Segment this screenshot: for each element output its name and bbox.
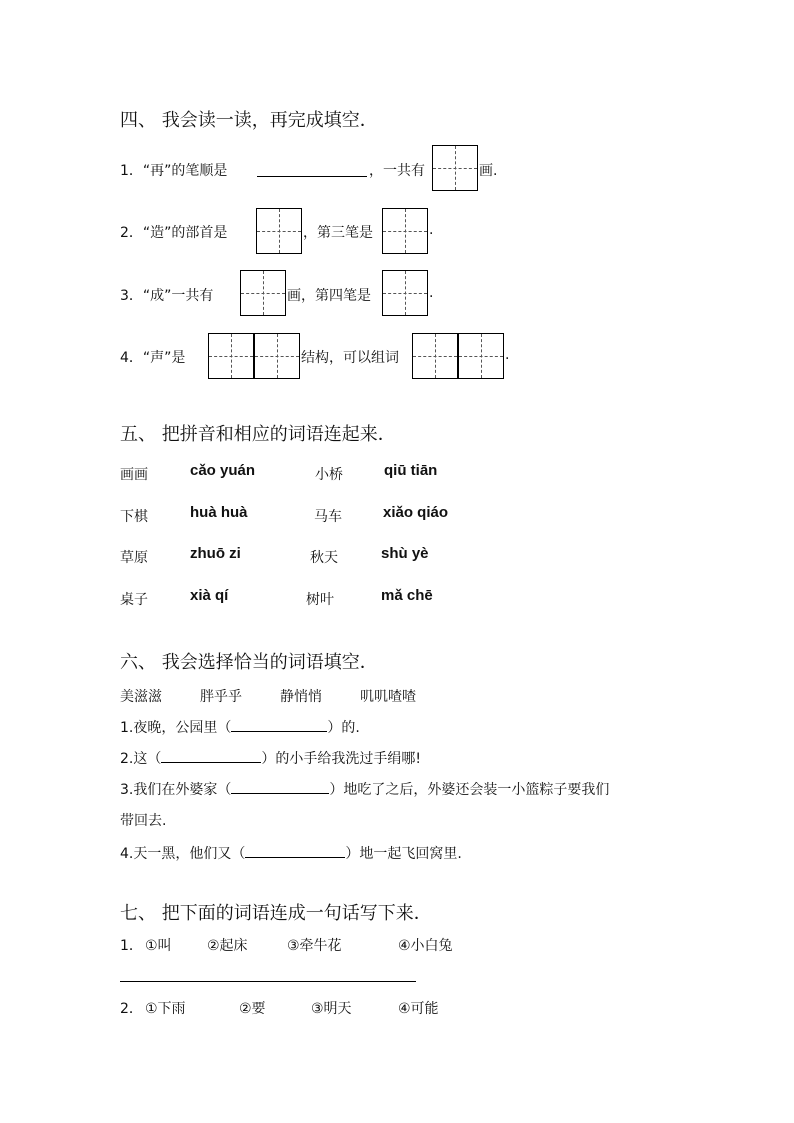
s6-q2-text-b: ）的小手给我洗过手绢哪! <box>261 751 421 767</box>
s6-q3-text-b: ）地吃了之后，外婆还会装一小篮粽子要我们 <box>329 782 610 798</box>
s7-q2-item-2: ②要 <box>239 1001 266 1017</box>
s4-q1-text-a: 1．“再”的笔顺是 <box>120 163 228 179</box>
s5-word-right-4: 树叶 <box>306 592 334 608</box>
s6-q3-line-2: 带回去. <box>120 813 167 829</box>
s4-q4-text-a: 4．“声”是 <box>120 350 186 366</box>
s4-q1-blank[interactable] <box>257 176 367 177</box>
s4-q4-writing-box-4[interactable] <box>458 333 504 379</box>
section-5-title: 五、 把拼音和相应的词语连起来． <box>120 424 396 445</box>
s6-q4-blank[interactable] <box>245 843 345 858</box>
s5-pinyin-right-2: xiǎo qiáo <box>383 504 449 521</box>
s4-q2-writing-box-1[interactable] <box>256 208 302 254</box>
s4-q1-text-c: 画. <box>479 163 498 179</box>
s6-q4-line <box>120 843 462 863</box>
s6-q3-blank[interactable] <box>231 779 329 794</box>
s6-q4-text-b: ）地一起飞回窝里. <box>345 846 462 862</box>
s4-q2-writing-box-2[interactable] <box>382 208 428 254</box>
s4-q3-writing-box-2[interactable] <box>382 270 428 316</box>
s6-word-option-1: 美滋滋 <box>120 689 162 705</box>
s5-pinyin-left-1: cǎo yuán <box>190 462 256 479</box>
s5-word-right-2: 马车 <box>314 509 342 525</box>
s5-pinyin-right-1: qiū tiān <box>384 462 438 479</box>
s7-q1-item-3: ③牵牛花 <box>287 938 342 954</box>
s6-q1-text-b: ）的. <box>327 720 360 736</box>
s4-q4-writing-box-1[interactable] <box>208 333 254 379</box>
s7-q2-item-3: ③明天 <box>311 1001 352 1017</box>
section-7-title: 七、 把下面的词语连成一句话写下来． <box>120 903 432 924</box>
s7-q1-item-4: ④小白兔 <box>398 938 453 954</box>
s6-q4-text-a: 4.天一黑，他们又（ <box>120 846 246 862</box>
s6-word-option-4: 叽叽喳喳 <box>360 689 416 705</box>
s6-q1-line <box>120 717 360 737</box>
s4-q1-text-b: ，一共有 <box>369 163 425 179</box>
s4-q1-writing-box[interactable] <box>432 145 478 191</box>
s5-pinyin-right-3: shù yè <box>381 545 429 562</box>
s5-pinyin-right-4: mǎ chē <box>381 587 433 604</box>
s7-q2-item-1: ①下雨 <box>145 1001 186 1017</box>
s5-word-right-1: 小桥 <box>315 467 343 483</box>
s4-q2-text-a: 2．“造”的部首是 <box>120 225 228 241</box>
s5-word-left-1: 画画 <box>120 467 148 483</box>
s6-word-option-3: 静悄悄 <box>280 689 322 705</box>
s7-q1-item-2: ②起床 <box>207 938 248 954</box>
s5-pinyin-left-4: xià qí <box>190 587 229 604</box>
s4-q3-text-a: 3．“成”一共有 <box>120 288 214 304</box>
s5-word-left-3: 草原 <box>120 550 148 566</box>
s5-pinyin-left-2: huà huà <box>190 504 248 521</box>
s5-word-left-4: 桌子 <box>120 592 148 608</box>
s6-q2-text-a: 2.这（ <box>120 751 162 767</box>
section-4-title: 四、 我会读一读，再完成填空． <box>120 110 378 131</box>
s5-word-left-2: 下棋 <box>120 509 148 525</box>
s7-q2-item-4: ④可能 <box>398 1001 439 1017</box>
s4-q3-text-c: . <box>429 285 434 301</box>
s4-q4-writing-box-3[interactable] <box>412 333 458 379</box>
s7-q2-number: 2． <box>120 1001 143 1017</box>
s4-q3-text-b: 画，第四笔是 <box>287 288 371 304</box>
s4-q3-writing-box-1[interactable] <box>240 270 286 316</box>
s6-word-option-2: 胖乎乎 <box>200 689 242 705</box>
s4-q4-text-c: . <box>505 347 510 363</box>
s6-q3-text-a: 3.我们在外婆家（ <box>120 782 232 798</box>
s7-q1-item-1: ①叫 <box>145 938 172 954</box>
s6-q2-blank[interactable] <box>161 748 261 763</box>
s7-q1-answer-line[interactable] <box>120 981 416 982</box>
s6-q2-line <box>120 748 421 768</box>
s4-q4-text-b: 结构，可以组词 <box>301 350 399 366</box>
s5-word-right-3: 秋天 <box>310 550 338 566</box>
s4-q2-text-b: ，第三笔是 <box>303 225 373 241</box>
s6-q1-blank[interactable] <box>231 717 327 732</box>
s4-q4-writing-box-2[interactable] <box>254 333 300 379</box>
s7-q1-number: 1． <box>120 938 143 954</box>
s6-q3-line <box>120 779 609 799</box>
s4-q2-text-c: . <box>429 222 434 238</box>
s6-q1-text-a: 1.夜晚，公园里（ <box>120 720 232 736</box>
section-6-title: 六、 我会选择恰当的词语填空． <box>120 652 378 673</box>
s5-pinyin-left-3: zhuō zi <box>190 545 241 562</box>
